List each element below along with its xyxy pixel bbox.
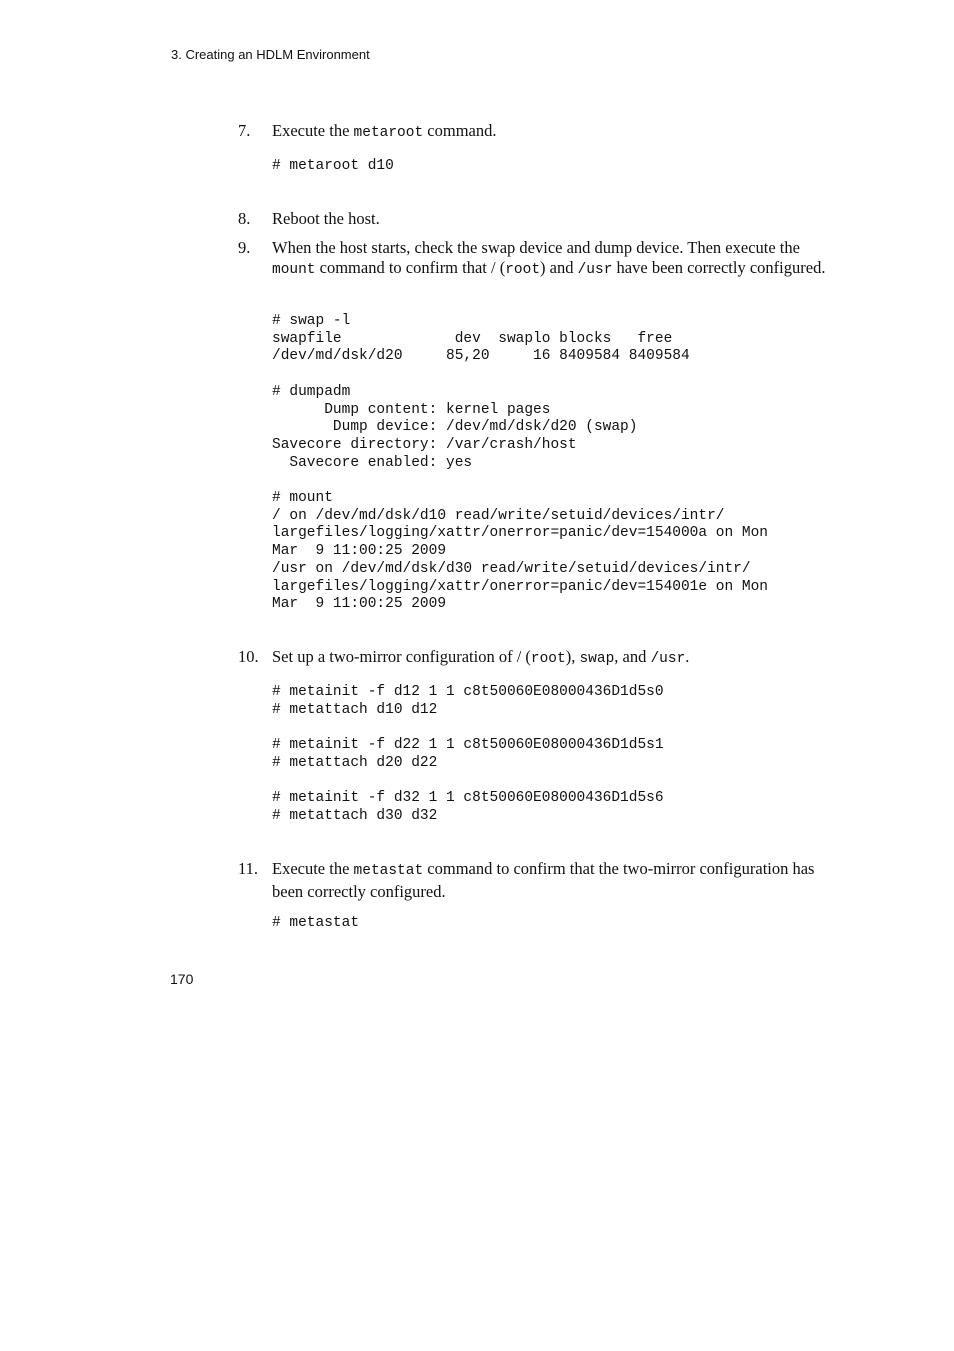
code-block-mirror-swap: # metainit -f d22 1 1 c8t50060E08000436D1d5s1 # metattach d20 d22 [272, 737, 664, 771]
step-text [272, 859, 842, 901]
inline-code: root [530, 651, 566, 667]
step-text [272, 121, 842, 144]
step-text: Reboot the host. [272, 209, 380, 228]
code-block-swap: # swap -l swapfile dev swaplo blocks free /dev/md/dsk/d20 85,20 16 8409584 8409584 [272, 313, 690, 365]
text-run: . [685, 647, 690, 666]
code-block-dumpadm: # dumpadm Dump content: kernel pages Dump device: /dev/md/dsk/d20 (swap) Savecore directory: /var/crash/host Savecore enabled: yes [272, 384, 638, 471]
text-run: When the host starts, check the swap device and dump device. Then execute the [272, 238, 800, 257]
step-number: 10. [238, 647, 259, 666]
inline-code: swap [579, 651, 615, 667]
inline-code: root [505, 261, 541, 278]
code-block-metaroot: # metaroot d10 [272, 158, 394, 174]
inline-code: metaroot [353, 125, 424, 141]
text-run: have been correctly configured. [612, 257, 826, 277]
inline-code: metastat [353, 863, 424, 879]
step-number: 11. [238, 859, 259, 878]
code-block-metastat: # metastat [272, 915, 360, 931]
running-header: 3. Creating an HDLM Environment [171, 47, 370, 62]
code-block-mirror-root: # metainit -f d12 1 1 c8t50060E08000436D1d5s0 # metattach d10 d12 [272, 684, 664, 718]
step-number: 7. [238, 121, 251, 140]
text-run: Execute the [272, 121, 354, 140]
inline-code: /usr [577, 261, 613, 278]
text-run: command. [423, 121, 497, 140]
text-run: ), [565, 647, 580, 666]
text-run: ) and [540, 257, 578, 277]
inline-code: mount [272, 261, 316, 278]
code-block-mirror-usr: # metainit -f d32 1 1 c8t50060E08000436D1d5s6 # metattach d30 d32 [272, 790, 664, 824]
step-text [272, 647, 842, 670]
step-number: 8. [238, 209, 251, 228]
step-text [272, 238, 842, 280]
page-number: 170 [170, 971, 194, 987]
step-number: 9. [238, 238, 251, 257]
text-run: Set up a two-mirror configuration of / ( [272, 647, 531, 666]
inline-code: /usr [650, 651, 686, 667]
text-run: , and [614, 647, 651, 666]
text-run: command to confirm that / ( [315, 257, 506, 277]
text-run: Execute the [272, 859, 354, 878]
code-block-mount: # mount / on /dev/md/dsk/d10 read/write/setuid/devices/intr/ largefiles/logging/xattr/onerror=panic/dev=154000a on Mon Mar 9 11:00:25 2009 /usr on /dev/md/dsk/d30 read/write/setuid/devices/intr/ largefiles/logging/xattr/onerror=panic/dev=154001e on Mon Mar 9 11:00:25 2009 [272, 490, 768, 613]
text-run: command to confirm that the two-mirror configuration has been correctly configured. [272, 859, 815, 901]
